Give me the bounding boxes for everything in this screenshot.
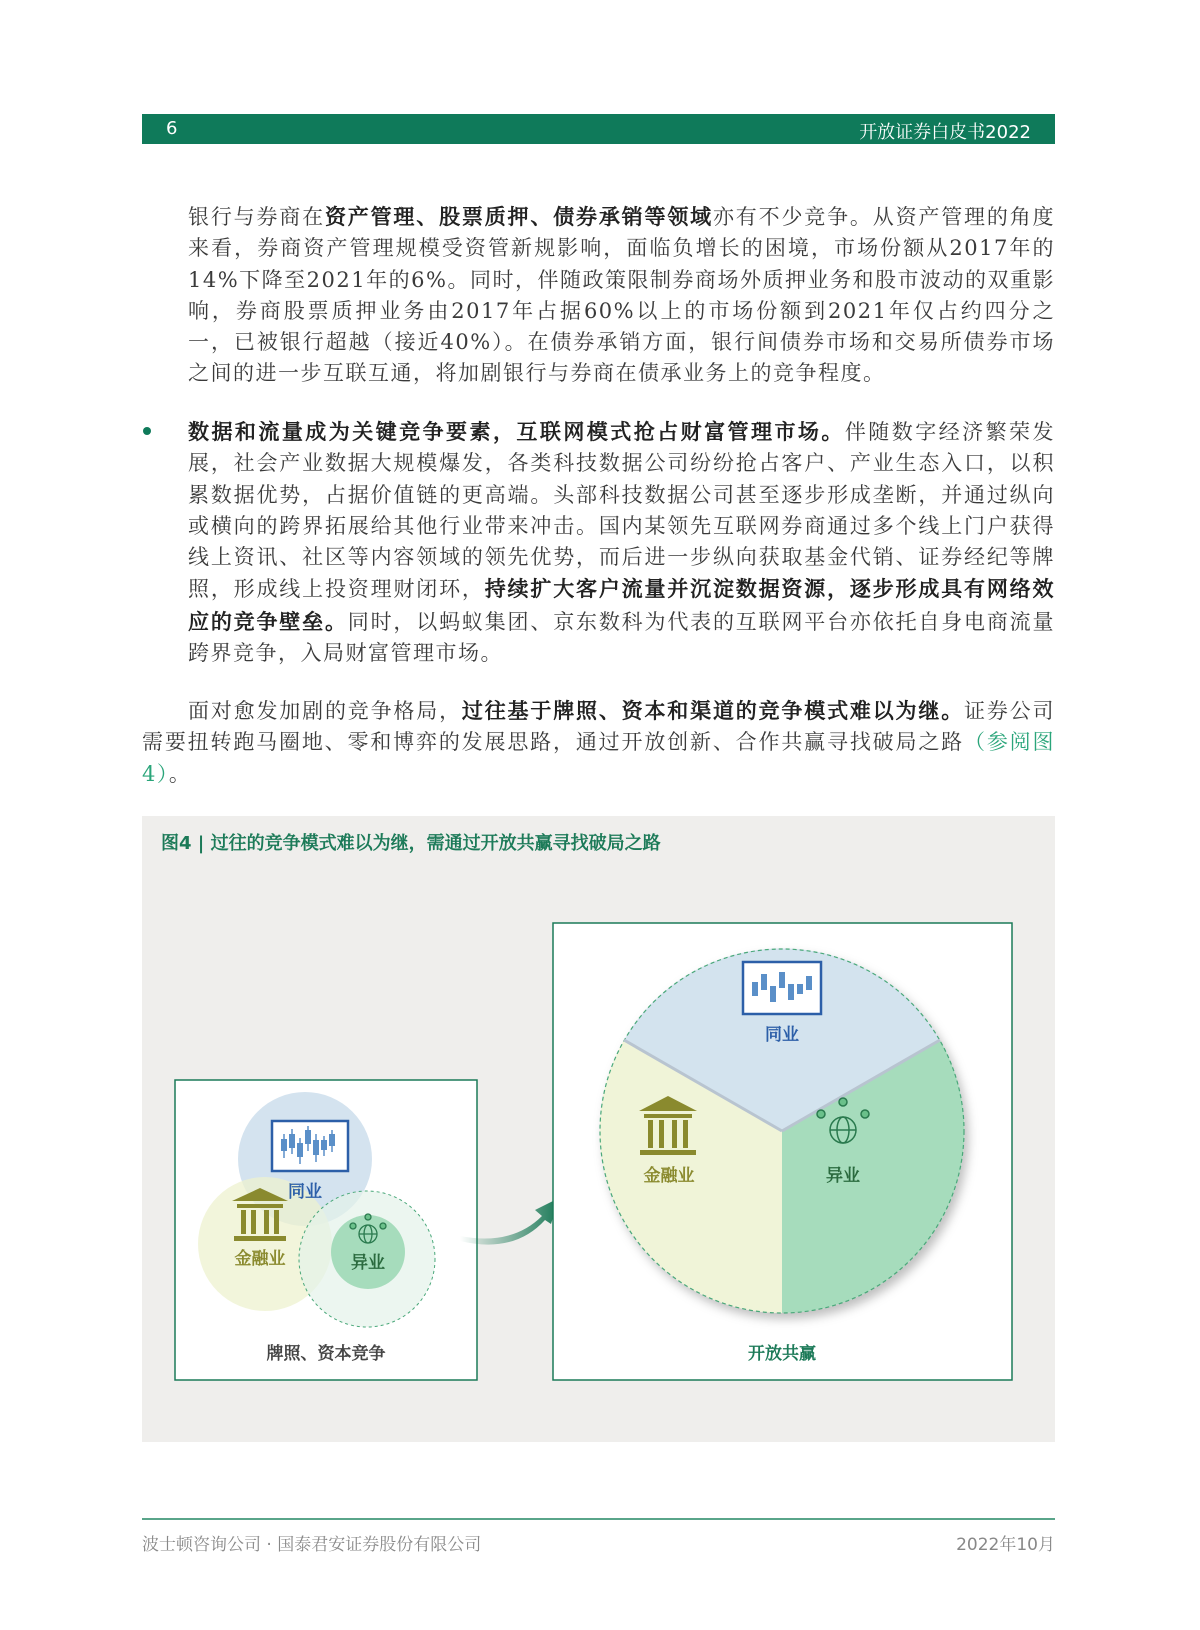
right-finance-label: 金融业 [643, 1166, 695, 1186]
footer-divider [142, 1518, 1055, 1520]
paragraph-internet-model [188, 416, 1055, 669]
text: 伴随数字经济繁荣发展，社会产业数据大规模爆发，各类科技数据公司纷纷抢占客户、产业生态入口，以积累数据优势，占据价值链的更高端。头部科技数据公司甚至逐步形成垄断，并通过纵向或横向的跨界拓展给其他行业带来冲击。国内某领先互联网券商通过多个线上门户获得线上资讯、社区等内容领域的领先优势，而后进一步纵向获取基金代销、证券经纪等牌照，形成线上投资理财闭环， [188, 420, 1056, 602]
text: 证券公司需要扭转跑马圈地、零和博弈的发展思路，通过开放创新、合作共赢寻找破局之路 [142, 699, 1056, 755]
right-peer-label: 同业 [765, 1025, 799, 1045]
figure-title: 图4 | 过往的竞争模式难以为继，需通过开放共赢寻找破局之路 [161, 833, 661, 854]
text: 面对愈发加剧的竞争格局， [188, 699, 462, 723]
footer-date: 2022年10月 [956, 1535, 1055, 1555]
page-header [142, 114, 1055, 144]
left-peer-label: 同业 [288, 1182, 322, 1202]
bold-text: 过往基于牌照、资本和渠道的竞争模式难以为继。 [461, 698, 965, 723]
text: 。 [168, 761, 192, 786]
document-title: 开放证券白皮书2022 [859, 122, 1031, 143]
candlestick-chart-icon [272, 1121, 348, 1171]
right-caption: 开放共赢 [748, 1344, 816, 1364]
figure-reference-link[interactable]: （参阅图4） [142, 730, 1055, 786]
page-number: 6 [166, 118, 178, 139]
text: 同时，以蚂蚁集团、京东数科为代表的互联网平台亦依托自身电商流量跨界竞争，入局财富管理市场。 [188, 609, 1056, 666]
footer-companies: 波士顿咨询公司 · 国泰君安证券股份有限公司 [142, 1535, 482, 1555]
paragraph-competition-areas [188, 201, 1055, 390]
candlestick-chart-icon [743, 962, 821, 1014]
bold-text: 持续扩大客户流量并沉淀数据资源，逐步形成具有网络效应的竞争壁垒。 [188, 576, 1056, 634]
text: 亦有不少竞争。从资产管理的角度来看，券商资产管理规模受资管新规影响，面临负增长的困境，市场份额从2017年的14%下降至2021年的6%。同时，伴随政策限制券商场外质押业务和股市波动的双重影响，券商股票质押业务由2017年占据60%以上的市场份额到2021年仅占约四分之一，已被银行超越（接近40%）。在债券承销方面，银行间债券市场和交易所债券市场之间的进一步互联互通，将加剧银行与券商在债承业务上的竞争程度。 [188, 205, 1056, 386]
text: 银行与券商在 [188, 205, 325, 229]
bullet-icon [143, 427, 151, 435]
bold-text: 数据和流量成为关键竞争要素，互联网模式抢占财富管理市场。 [188, 419, 845, 444]
right-cross-label: 异业 [826, 1166, 860, 1186]
bold-text: 资产管理、股票质押、债券承销等领域 [324, 204, 713, 229]
paragraph-conclusion [142, 695, 1055, 790]
left-cross-label: 异业 [351, 1253, 385, 1273]
left-caption: 牌照、资本竞争 [266, 1344, 386, 1364]
left-finance-label: 金融业 [234, 1249, 286, 1269]
figure-4 [142, 816, 1055, 1442]
